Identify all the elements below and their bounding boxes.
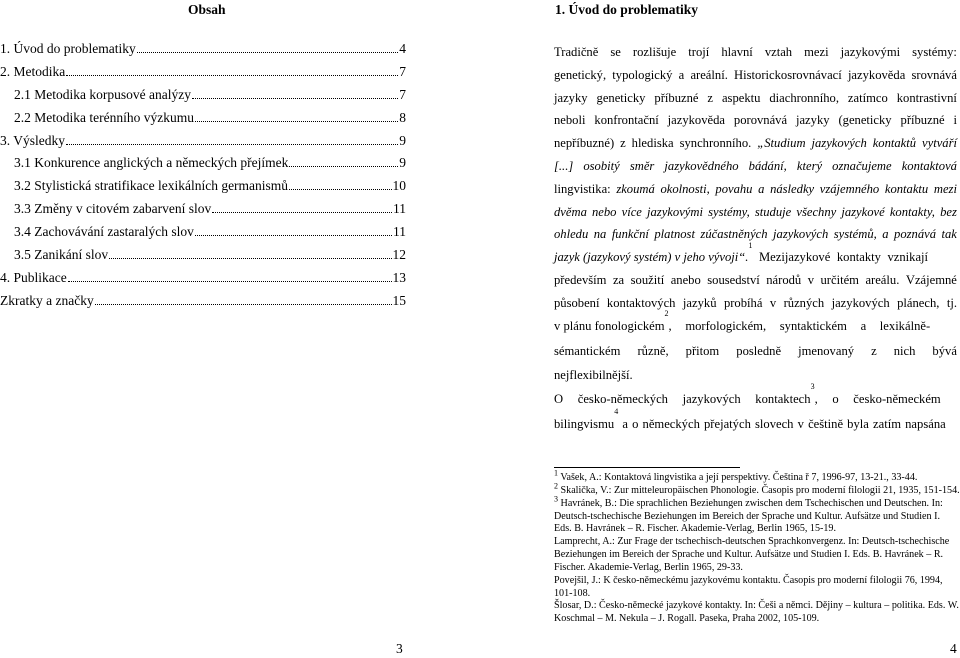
text-line: genetický, typologický a areální. Historickosrovnávací jazykověda srovnává [554,67,957,82]
text-line: působení kontaktových jazyků probíhá v různých jazykových plánech, tj. [554,295,957,310]
text-line: jazyky geneticky příbuzné z aspektu diachronního, zatímco kontrastivní [554,90,957,105]
text-line: nepříbuzné) z hlediska synchronního. „Studium jazykových kontaktů vytváří [554,136,957,151]
footnote-marker[interactable]: 2 [664,309,669,319]
page-number: 3 [396,641,403,656]
left-page [0,0,410,658]
footnote: $^2$ Skalička, V.: Zur mitteleuropäischen Phonologie. Časopis pro moderní filologii 21, 1935, 151-154. [554,481,960,496]
text-line: sémantickém různě, přitom posledně jmenovaný z nich bývá [554,344,957,359]
body-text [554,41,957,437]
toc-entry[interactable]: 3.2 Stylistická stratifikace lexikálních germanismů 10 [14,178,406,194]
text-line: ohledu na funkční platnost zúčastněných jazykových systémů, a poznává tak [554,227,957,242]
text-line: jazyk (jazykový systém) v jeho vývoji“. 1 Mezijazykové kontakty vznikají [554,246,957,269]
toc-entry[interactable]: 2.1 Metodika korpusové analýzy 7 [14,86,406,102]
toc-entry[interactable]: 2.2 Metodika terénního výzkumu 8 [14,109,406,125]
footnote: $^1$ Vašek, A.: Kontaktová lingvistika a její perspektivy. Čeština ř 7, 1996-97, 13-21., 33-44. [554,468,918,483]
text-line: dvěma nebo více jazykovými systémy, studuje všechny jazykové kontakty, bez [554,204,957,219]
toc-entry[interactable]: 4. Publikace 13 [0,269,406,285]
page-number: 4 [950,641,957,656]
footnote-marker[interactable]: 4 [614,406,619,416]
footnote: $^3$ Havránek, B.: Die sprachlichen Beziehungen zwischen dem Tschechischen und Deutschen. In: Deutsch-tschechische Beziehungen im Bereich der Sprache und Kultur. Aufsätze und Studien I. Eds. B. Havránek – R. Fischer. Akademie-Verlag, Berlin 1965, 15-19. [554,494,943,535]
toc-entry[interactable]: Zkratky a značky 15 [0,292,406,308]
toc-entry[interactable]: 3.3 Změny v citovém zabarvení slov 11 [14,201,406,217]
text-line: nejflexibilnější. [554,368,633,383]
toc-entry[interactable]: 3.5 Zanikání slov 12 [14,247,406,263]
table-of-contents [0,41,406,316]
right-page [540,0,960,658]
chapter-heading: 1. Úvod do problematiky [555,2,699,17]
footnote: Povejšil, J.: K česko-německému jazykovému kontaktu. Časopis pro moderní filologii 76, 1994, 101-108. [554,574,943,599]
toc-entry[interactable]: 1. Úvod do problematiky 4 [0,41,406,56]
toc-entry[interactable]: 3.4 Zachovávání zastaralých slov 11 [14,224,406,240]
text-line: v plánu fonologickém 2 , morfologickém, syntaktickém a lexikálně- [554,314,957,339]
toc-entry[interactable]: 3.1 Konkurence anglických a německých přejímek 9 [14,155,406,171]
toc-heading: Obsah [188,2,226,17]
toc-entry[interactable]: 2. Metodika 7 [0,63,406,79]
text-line: Tradičně se rozlišuje trojí hlavní vztah mezi jazykovými systémy: [554,45,957,59]
footnote: Šlosar, D.: Česko-německé jazykové kontakty. In: Češi a němci. Dějiny – kultura – politika. Eds. W. Koschmal – M. Nekula – J. Rogall. Paseka, Praha 2002, 105-109. [554,600,959,625]
footnotes [554,468,960,626]
footnote: Lamprecht, A.: Zur Frage der tschechisch-deutschen Sprachkonvergenz. In: Deutsch-tschechische Beziehungen im Bereich der Sprache und Kultur. Aufsätze und Studien I. Eds. B. Havránek – R. Fischer. Akademie-Verlag, Berlin 1965, 29-33. [554,536,950,573]
footnote-marker[interactable]: 3 [810,381,815,391]
text-line: lingvistika: zkoumá okolnosti, povahu a následky vzájemného kontaktu mezi [554,181,957,196]
quote-end: jazyk (jazykový systém) v jeho vývoji“. [554,250,749,265]
text-line: O česko-německých jazykových kontaktech 3 , o česko-německém [554,387,957,412]
text-line: především za soužití anebo sousedství národů v určitém areálu. Vzájemné [554,272,957,287]
text-line: bilingvismu 4 a o německých přejatých slovech v češtině byla zatím napsána [554,412,957,437]
footnote-marker[interactable]: 1 [748,241,753,251]
footnote-separator [554,467,740,468]
toc-entry[interactable]: 3. Výsledky 9 [0,132,406,148]
text-line: neboli konfrontační jazykověda porovnává jazyky (geneticky příbuzné i [554,113,957,128]
text-line: [...] osobitý směr jazykovědného bádání, který označujeme kontaktová [554,158,957,173]
